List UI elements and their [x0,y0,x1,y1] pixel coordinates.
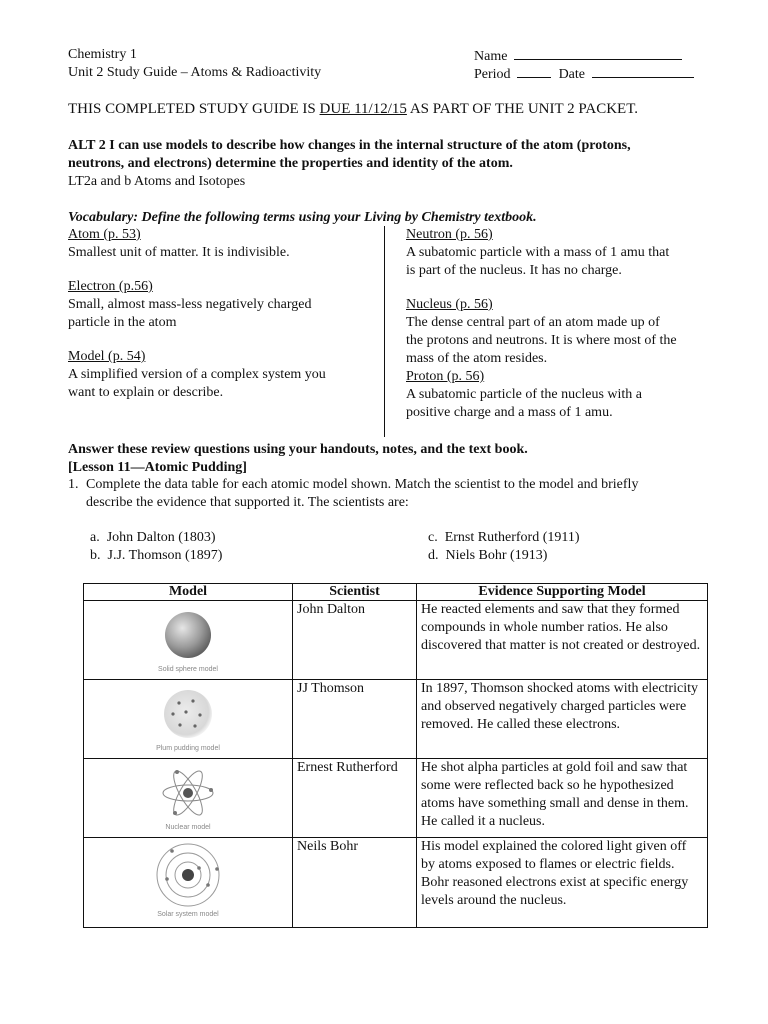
period-blank[interactable] [517,64,551,78]
term-definition: A subatomic particle of the nucleus with a [406,387,642,402]
table-row [84,838,708,928]
option-text: Niels Bohr (1913) [445,548,548,563]
learning-target: LT2a and b Atoms and Isotopes [68,174,246,189]
option-letter: c. [428,530,438,545]
period-label: Period [474,67,511,82]
vocab-divider [384,226,385,437]
evidence-cell: In 1897, Thomson shocked atoms with electricity and observed negatively charged particles were removed. He called these electrons. [417,680,708,759]
due-date: DUE 11/12/15 [319,101,407,117]
header-evidence: Evidence Supporting Model [417,584,708,601]
unit-title: Unit 2 Study Guide – Atoms & Radioactivity [68,65,322,80]
scientist-cell: Neils Bohr [293,838,417,928]
question-text-line-1: Complete the data table for each atomic model shown. Match the scientist to the model and briefly [86,477,639,492]
name-label: Name [474,49,508,64]
table-header-row [84,584,708,601]
option-text: J.J. Thomson (1897) [107,548,223,563]
solid-sphere-model-icon [148,602,228,666]
review-heading: Answer these review questions using your handouts, notes, and the text book. [68,442,528,457]
term-definition: the protons and neutrons. It is where most of the [406,333,677,348]
model-caption: Nuclear model [165,824,211,831]
alt-line-2: neutrons, and electrons) determine the properties and identity of the atom. [68,156,513,171]
table-row [84,680,708,759]
atomic-model-table [83,583,708,928]
model-cell-nuclear [84,759,293,838]
solar-system-model-icon [148,839,228,911]
due-after: AS PART OF THE UNIT 2 PACKET. [406,101,638,117]
evidence-cell: He shot alpha particles at gold foil and saw that some were reflected back so he hypothesized atoms have something small and dense in them. He called it a nucleus. [417,759,708,838]
term-definition: A subatomic particle with a mass of 1 amu that [406,245,670,260]
evidence-cell: His model explained the colored light given off by atoms exposed to flames or electric fields. Bohr reasoned electrons exist at specific energy levels around the nucleus. [417,838,708,928]
vocab-term-nucleus [406,296,706,368]
option-letter: b. [90,548,101,563]
option-letter: a. [90,530,100,545]
model-cell-solar-system [84,838,293,928]
scientist-option-d [428,547,547,565]
term-definition: A simplified version of a complex system you [68,367,326,382]
vocab-term-proton [406,368,706,422]
due-notice [68,100,638,118]
header-model: Model [84,584,293,601]
option-text: John Dalton (1803) [106,530,216,545]
term-label: Electron (p.56) [68,279,153,294]
name-blank[interactable] [514,46,682,60]
term-definition: mass of the atom resides. [406,351,548,366]
alt-line-1: ALT 2 I can use models to describe how changes in the internal structure of the atom (protons, [68,138,631,153]
vocab-heading: Vocabulary: Define the following terms using your Living by Chemistry textbook. [68,210,537,225]
term-definition: Smallest unit of matter. It is indivisible. [68,245,290,260]
term-definition: want to explain or describe. [68,385,224,400]
scientist-option-a [90,529,216,547]
vocab-right-column [406,226,706,422]
plum-pudding-model-icon [148,681,228,745]
term-definition: Small, almost mass-less negatively charged [68,297,312,312]
vocab-term-atom [68,226,378,262]
due-before: THIS COMPLETED STUDY GUIDE IS [68,101,320,117]
scientist-option-c [428,529,580,547]
term-definition: is part of the nucleus. It has no charge. [406,263,622,278]
date-label: Date [558,67,585,82]
term-definition: positive charge and a mass of 1 amu. [406,405,613,420]
model-cell-solid-sphere [84,601,293,680]
term-label: Proton (p. 56) [406,369,485,384]
scientist-option-b [90,547,222,565]
term-definition: particle in the atom [68,315,177,330]
option-text: Ernst Rutherford (1911) [444,530,580,545]
term-label: Atom (p. 53) [68,227,141,242]
model-caption: Solid sphere model [158,666,218,673]
vocab-term-electron [68,278,378,332]
vocab-term-neutron [406,226,706,280]
table-row [84,601,708,680]
vocab-left-column [68,226,378,402]
scientist-cell: John Dalton [293,601,417,680]
term-label: Neutron (p. 56) [406,227,493,242]
table-row [84,759,708,838]
vocab-term-model [68,348,378,402]
option-letter: d. [428,548,439,563]
evidence-cell: He reacted elements and saw that they formed compounds in whole number ratios. He also discovered that matter is not created or destroyed. [417,601,708,680]
model-caption: Solar system model [157,911,219,918]
date-blank[interactable] [592,64,694,78]
question-number: 1. [68,477,79,492]
scientist-cell: Ernest Rutherford [293,759,417,838]
nuclear-model-icon [148,760,228,824]
term-label: Model (p. 54) [68,349,146,364]
scientist-cell: JJ Thomson [293,680,417,759]
name-field[interactable] [474,46,682,66]
term-label: Nucleus (p. 56) [406,297,493,312]
course-title: Chemistry 1 [68,47,137,62]
period-date-field[interactable] [474,64,694,84]
model-caption: Plum pudding model [156,745,220,752]
header-scientist: Scientist [293,584,417,601]
question-text-line-2: describe the evidence that supported it. The scientists are: [86,495,409,510]
model-cell-plum-pudding [84,680,293,759]
term-definition: The dense central part of an atom made up of [406,315,660,330]
lesson-label: [Lesson 11—Atomic Pudding] [68,460,247,475]
